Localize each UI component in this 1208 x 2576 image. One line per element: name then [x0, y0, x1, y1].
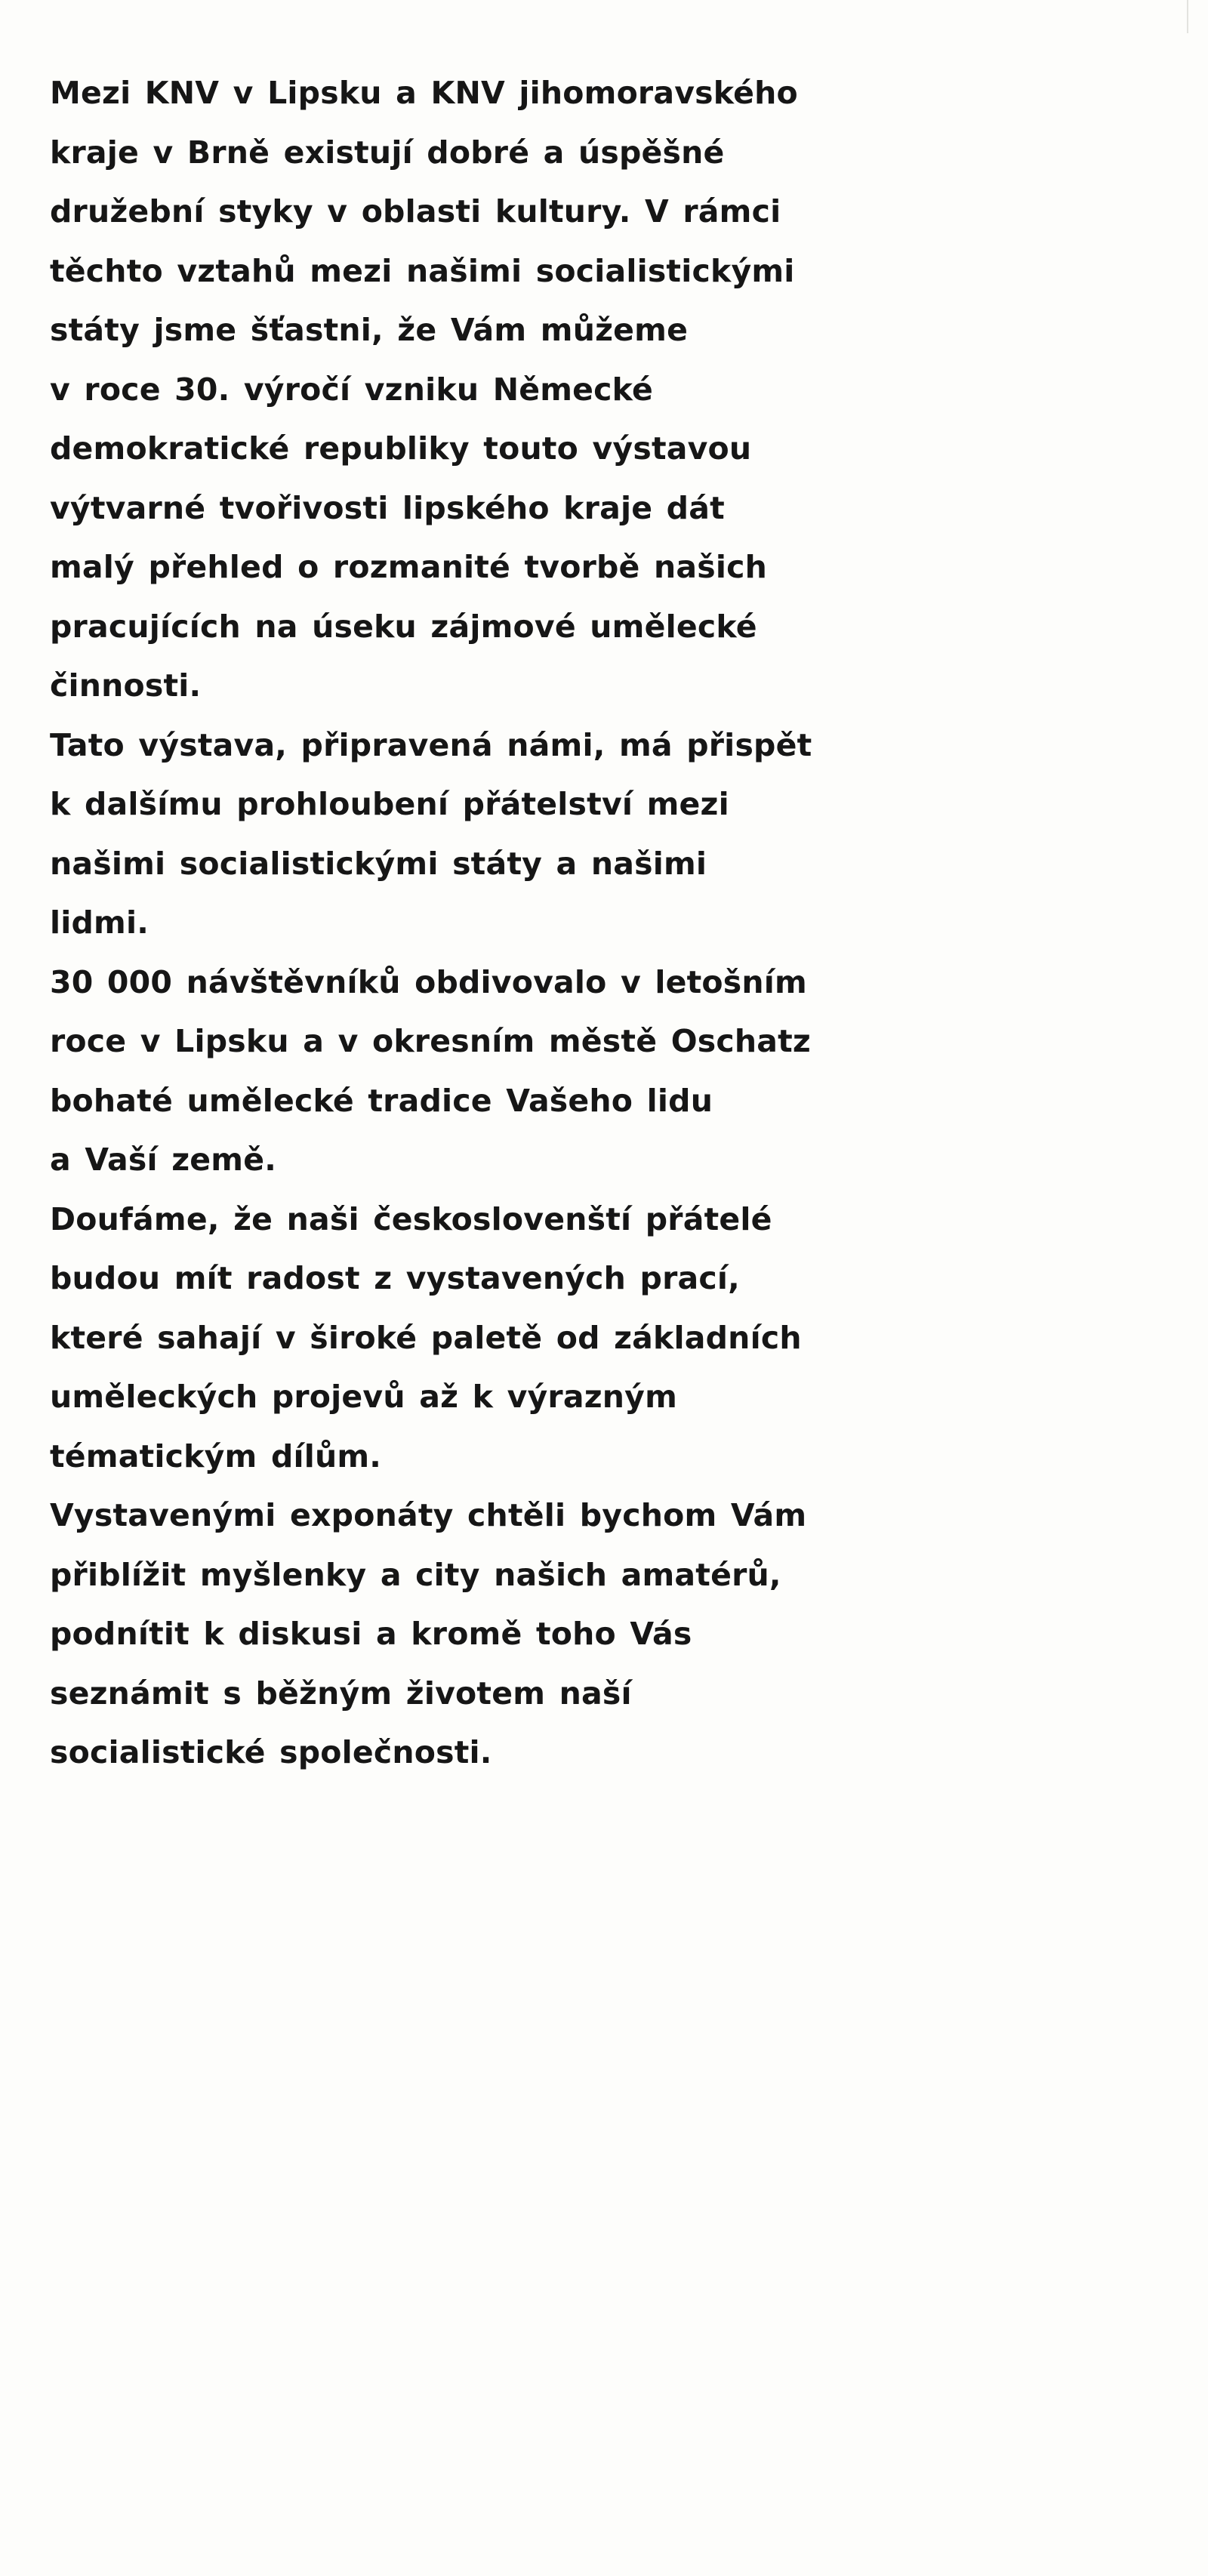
text-line: přiblížit myšlenky a city našich amatérů, [50, 1556, 781, 1593]
text-line: roce v Lipsku a v okresním městě Oschatz [50, 1023, 811, 1059]
text-line: Doufáme, že naši českoslovenští přátelé [50, 1200, 772, 1237]
text-line: tématickým dílům. [50, 1437, 382, 1474]
text-line: Tato výstava, připravená námi, má přispět [50, 726, 812, 763]
text-line: Mezi KNV v Lipsku a KNV jihomoravského [50, 75, 798, 111]
body-text [50, 63, 812, 1783]
paragraph-3 [50, 953, 811, 1190]
text-line: podnítit k diskusi a kromě toho Vás [50, 1616, 692, 1652]
text-line: těchto vztahů mezi našimi socialistickými [50, 252, 795, 289]
text-line: lidmi. [50, 904, 149, 941]
text-line: kraje v Brně existují dobré a úspěšné [50, 134, 725, 171]
paragraph-5 [50, 1486, 805, 1783]
text-line: družební styky v oblasti kultury. V rámci [50, 193, 781, 230]
text-line: činnosti. [50, 667, 202, 704]
text-line: seznámit s běžným životem naší [50, 1675, 632, 1712]
text-line: uměleckých projevů až k výrazným [50, 1379, 678, 1415]
text-line: které sahají v široké paletě od základních [50, 1319, 802, 1356]
text-line: k dalšímu prohloubení přátelství mezi [50, 786, 729, 822]
paragraph-2 [50, 716, 812, 953]
text-line: našimi socialistickými státy a našimi [50, 845, 707, 882]
text-line: bohaté umělecké tradice Vašeho lidu [50, 1082, 713, 1119]
paper-edge-mark [1187, 0, 1188, 33]
text-line: výtvarné tvořivosti lipského kraje dát [50, 489, 725, 526]
text-line: budou mít radost z vystavených prací, [50, 1260, 740, 1296]
text-line: státy jsme šťastni, že Vám můžeme [50, 312, 689, 348]
text-line: demokratické republiky touto výstavou [50, 430, 752, 467]
text-line: v roce 30. výročí vzniku Německé [50, 371, 654, 408]
text-line: Vystavenými exponáty chtěli bychom Vám [50, 1497, 807, 1533]
text-line: socialistické společnosti. [50, 1734, 492, 1770]
text-line: malý přehled o rozmanité tvorbě našich [50, 549, 768, 585]
paragraph-4 [50, 1190, 805, 1487]
text-line: 30 000 návštěvníků obdivovalo v letošním [50, 963, 807, 1000]
text-line: a Vaší země. [50, 1142, 277, 1178]
paragraph-1 [50, 63, 805, 716]
text-line: pracujících na úseku zájmové umělecké [50, 608, 757, 645]
